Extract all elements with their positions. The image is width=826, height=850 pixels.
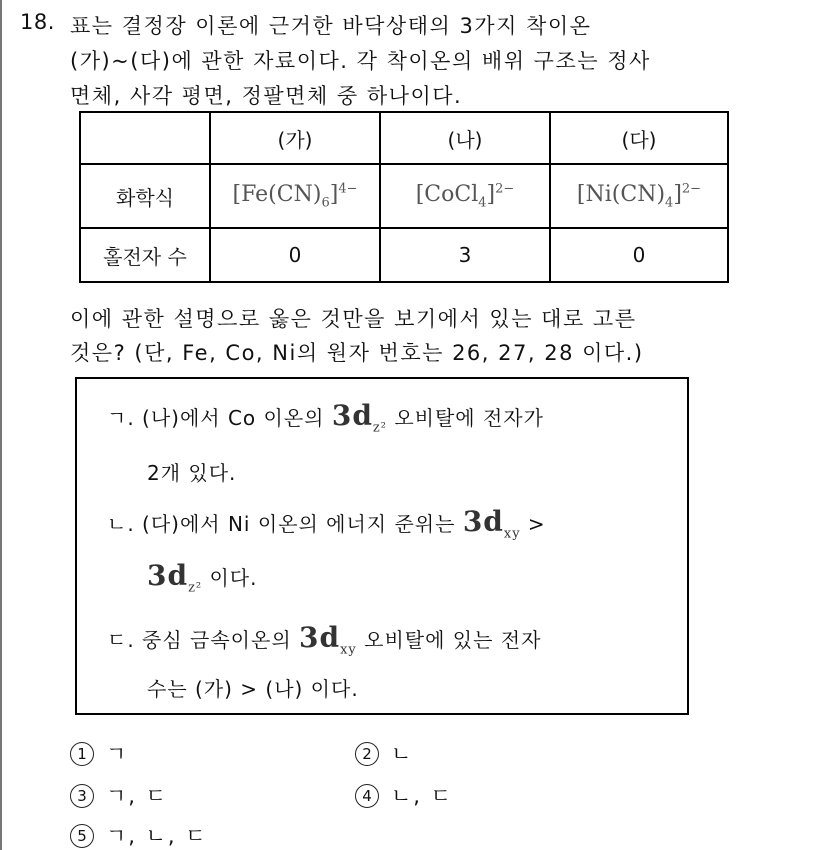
choice-number-3: 3 <box>70 784 94 808</box>
count-da: 0 <box>550 228 728 282</box>
choice-number-5: 5 <box>70 824 94 848</box>
table-row-unpaired <box>80 228 728 282</box>
bogi-box <box>75 377 689 715</box>
statement-a: ㄱ. (나)에서 Co 이온의 $3d_{z^2}$ 오비탈에 전자가 <box>107 399 544 436</box>
formula-ga: $[Fe(CN)_6]^{4-}$ <box>210 164 380 228</box>
statement-a-cont: 2개 있다. <box>147 461 237 485</box>
formula-na: [CoCl$_4$]$^{2-}$ <box>380 164 550 228</box>
marker-giyeok: ㄱ. <box>107 406 135 430</box>
choice-2[interactable]: 2 ㄴ <box>355 738 413 768</box>
row-label-formula: 화학식 <box>80 164 210 228</box>
choice-number-4: 4 <box>355 784 379 808</box>
statement-c: ㄷ. 중심 금속이온의 $3d_{xy}$ 오비탈에 있는 전자 <box>107 621 542 658</box>
statement-b: ㄴ. (다)에서 Ni 이온의 에너지 준위는 $3d_{xy}$ > <box>107 505 546 542</box>
question-line-2: (가)~(다)에 관한 자료이다. 각 착이온의 배위 구조는 정사 <box>70 49 651 73</box>
choice-number-2: 2 <box>355 742 379 766</box>
choice-4[interactable]: 4 ㄴ, ㄷ <box>355 780 453 810</box>
count-na: 3 <box>380 228 550 282</box>
choice-1[interactable]: 1 ㄱ <box>70 738 128 768</box>
question-line-1: 표는 결정장 이론에 근거한 바닥상태의 3가지 착이온 <box>70 14 592 38</box>
marker-digeut: ㄷ. <box>107 628 135 652</box>
orbital-dz2-b: $3d_{z^2}$ <box>147 559 203 596</box>
formula-da: $[Ni(CN)_4]^{2-}$ <box>550 164 728 228</box>
statement-b-cont: $3d_{z^2}$ 이다. <box>147 559 258 596</box>
statement-c-cont: 수는 (가) > (나) 이다. <box>147 677 359 701</box>
choice-3[interactable]: 3 ㄱ, ㄷ <box>70 780 168 810</box>
question-number: 18. <box>20 10 55 34</box>
choice-number-1: 1 <box>70 742 94 766</box>
orbital-dxy-c: $3d_{xy}$ <box>299 621 357 658</box>
orbital-dz2: $3d_{z^2}$ <box>331 399 387 436</box>
complex-ion-table <box>79 111 729 283</box>
table-header-da: (다) <box>550 112 728 164</box>
prompt-line-2: 것은? (단, Fe, Co, Ni의 원자 번호는 26, 27, 28 이다.) <box>70 341 644 365</box>
table-header-row <box>80 112 728 164</box>
table-header-ga: (가) <box>210 112 380 164</box>
table-row-formula <box>80 164 728 228</box>
left-margin-rule <box>0 0 2 850</box>
table-header-na: (나) <box>380 112 550 164</box>
prompt-line-1: 이에 관한 설명으로 옳은 것만을 보기에서 있는 대로 고른 <box>70 307 637 331</box>
table-corner-cell <box>80 112 210 164</box>
marker-nieun: ㄴ. <box>107 512 135 536</box>
choice-5[interactable]: 5 ㄱ, ㄴ, ㄷ <box>70 820 208 850</box>
count-ga: 0 <box>210 228 380 282</box>
question-line-3: 면체, 사각 평면, 정팔면체 중 하나이다. <box>70 84 463 108</box>
row-label-unpaired: 홀전자 수 <box>80 228 210 282</box>
orbital-dxy: $3d_{xy}$ <box>462 505 521 542</box>
